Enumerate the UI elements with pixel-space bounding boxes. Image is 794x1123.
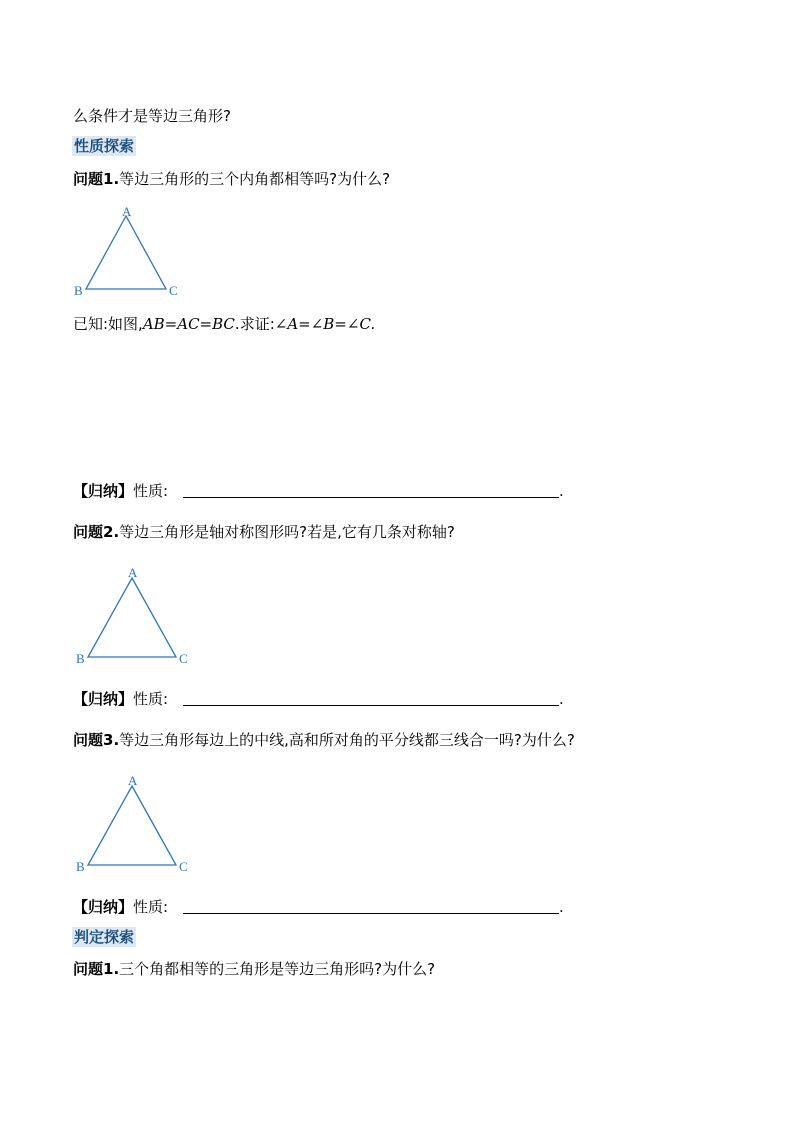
given-mid: .求证:	[234, 315, 275, 333]
vertex-a-label: A	[128, 565, 138, 580]
property-label: 性质:	[133, 898, 169, 916]
question-label: 问题	[73, 960, 104, 978]
given-prefix: 已知:如图,	[73, 315, 143, 333]
vertex-b-label: B	[74, 283, 83, 298]
induction-label: 【归纳】	[73, 482, 134, 500]
period: .	[559, 482, 564, 500]
triangle-figure-3	[72, 771, 192, 880]
question-criteria-1	[73, 960, 435, 978]
question-text: 等边三角形的三个内角都相等吗?为什么?	[119, 170, 391, 188]
triangle-figure-2	[72, 563, 192, 672]
vertex-a-label: A	[122, 204, 132, 219]
question-3	[73, 731, 575, 749]
answer-blank-3[interactable]	[183, 913, 559, 914]
induction-label: 【归纳】	[73, 898, 134, 916]
property-label: 性质:	[133, 690, 169, 708]
question-1	[73, 170, 390, 188]
period: .	[559, 690, 564, 708]
vertex-a-label: A	[128, 773, 138, 788]
question-2	[73, 523, 455, 541]
induction-label: 【归纳】	[73, 690, 134, 708]
question-number: 1.	[103, 960, 120, 978]
question-text: 三个角都相等的三角形是等边三角形吗?为什么?	[119, 960, 436, 978]
question-number: 2.	[103, 523, 120, 541]
question-label: 问题	[73, 731, 104, 749]
vertex-c-label: C	[179, 859, 188, 874]
answer-blank-1[interactable]	[183, 497, 559, 498]
triangle-figure-1	[70, 203, 190, 302]
intro-line: 么条件才是等边三角形?	[73, 107, 231, 125]
induction-2	[73, 690, 168, 708]
vertex-b-label: B	[76, 651, 85, 666]
induction-3	[73, 898, 168, 916]
question-text: 等边三角形每边上的中线,高和所对角的平分线都三线合一吗?为什么?	[119, 731, 575, 749]
vertex-b-label: B	[76, 859, 85, 874]
vertex-c-label: C	[179, 651, 188, 666]
induction-1	[73, 482, 168, 500]
given-statement	[73, 315, 375, 333]
question-number: 3.	[103, 731, 120, 749]
question-label: 问题	[73, 170, 104, 188]
question-label: 问题	[73, 523, 104, 541]
property-label: 性质:	[133, 482, 169, 500]
section-title-properties: 性质探索	[74, 137, 135, 155]
question-number: 1.	[103, 170, 120, 188]
answer-blank-2[interactable]	[183, 705, 559, 706]
vertex-c-label: C	[169, 283, 178, 298]
given-equation: AB=AC=BC	[142, 315, 235, 333]
section-title-criteria: 判定探索	[74, 928, 135, 946]
question-text: 等边三角形是轴对称图形吗?若是,它有几条对称轴?	[119, 523, 455, 541]
period: .	[559, 898, 564, 916]
prove-statement: ∠A=∠B=∠C.	[274, 315, 376, 333]
